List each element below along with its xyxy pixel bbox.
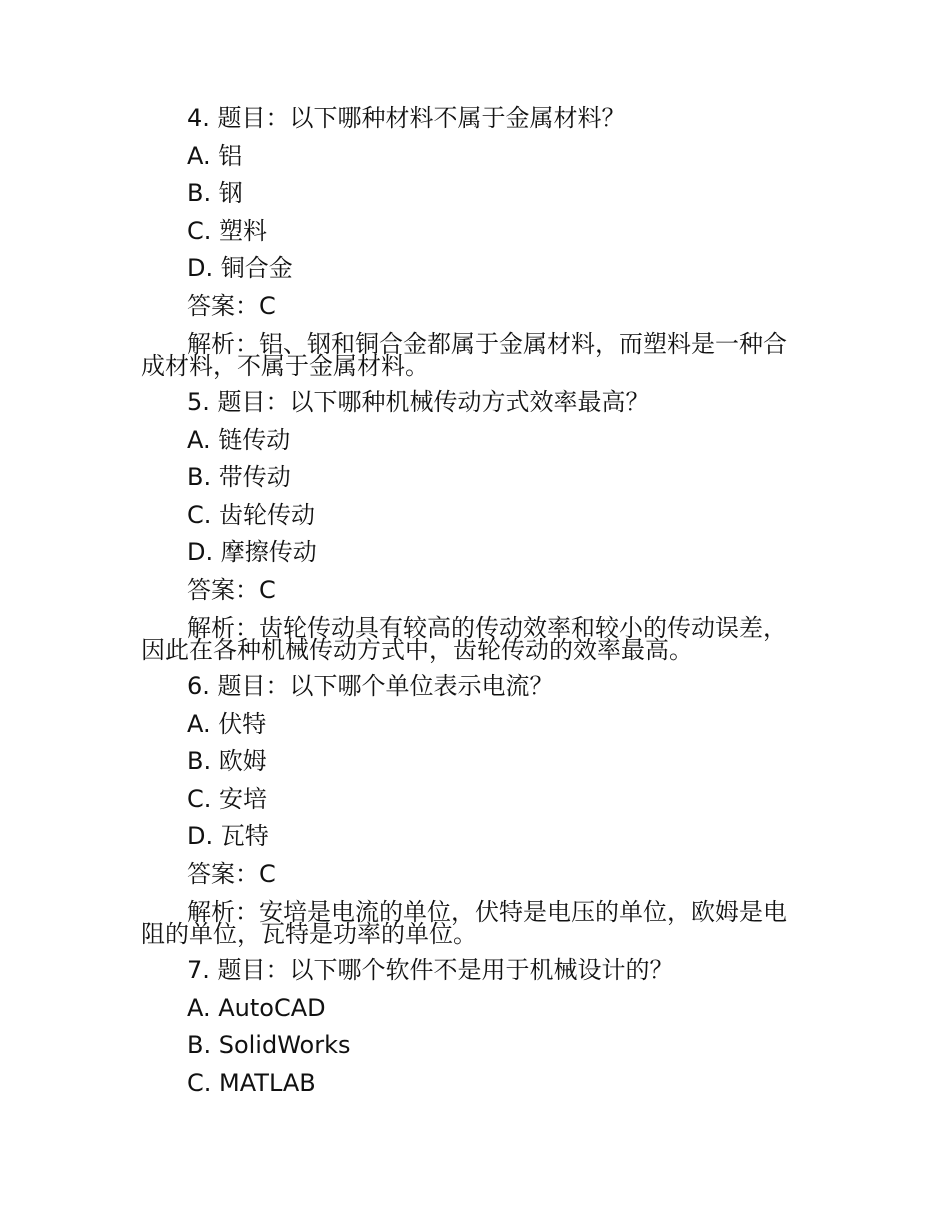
option-d: D. 铜合金 — [187, 254, 293, 282]
question-block — [141, 952, 821, 1102]
question-block — [141, 384, 821, 668]
question-block — [141, 100, 821, 384]
option-a: A. 链传动 — [187, 425, 291, 454]
option-c: C. 安培 — [187, 784, 268, 813]
explanation: 解析：齿轮传动具有较高的传动效率和较小的传动误差，因此在各种机械传动方式中，齿轮传动的效率最高。 — [141, 614, 787, 664]
option-c: C. MATLAB — [187, 1068, 316, 1097]
option-b: B. 钢 — [187, 179, 243, 207]
explanation: 解析：安培是电流的单位，伏特是电压的单位，欧姆是电阻的单位，瓦特是功率的单位。 — [141, 898, 787, 948]
answer: 答案：C — [187, 859, 276, 888]
option-d: D. 瓦特 — [187, 822, 269, 850]
answer: 答案：C — [187, 575, 276, 604]
question-block — [141, 668, 821, 952]
option-c: C. 齿轮传动 — [187, 500, 316, 529]
option-c: C. 塑料 — [187, 216, 268, 245]
option-b: B. SolidWorks — [187, 1031, 351, 1059]
answer: 答案：C — [187, 291, 276, 320]
question-title: 7. 题目：以下哪个软件不是用于机械设计的？ — [187, 956, 674, 984]
explanation: 解析：铝、钢和铜合金都属于金属材料，而塑料是一种合成材料，不属于金属材料。 — [141, 330, 787, 380]
question-title: 5. 题目：以下哪种机械传动方式效率最高？ — [187, 388, 650, 416]
question-title: 4. 题目：以下哪种材料不属于金属材料？ — [187, 104, 626, 132]
option-a: A. 铝 — [187, 141, 243, 170]
option-b: B. 欧姆 — [187, 747, 267, 775]
option-d: D. 摩擦传动 — [187, 538, 317, 566]
option-b: B. 带传动 — [187, 463, 291, 491]
option-a: A. 伏特 — [187, 709, 267, 738]
question-title: 6. 题目：以下哪个单位表示电流？ — [187, 672, 554, 700]
question-list — [141, 100, 821, 1102]
option-a: A. AutoCAD — [187, 993, 326, 1022]
